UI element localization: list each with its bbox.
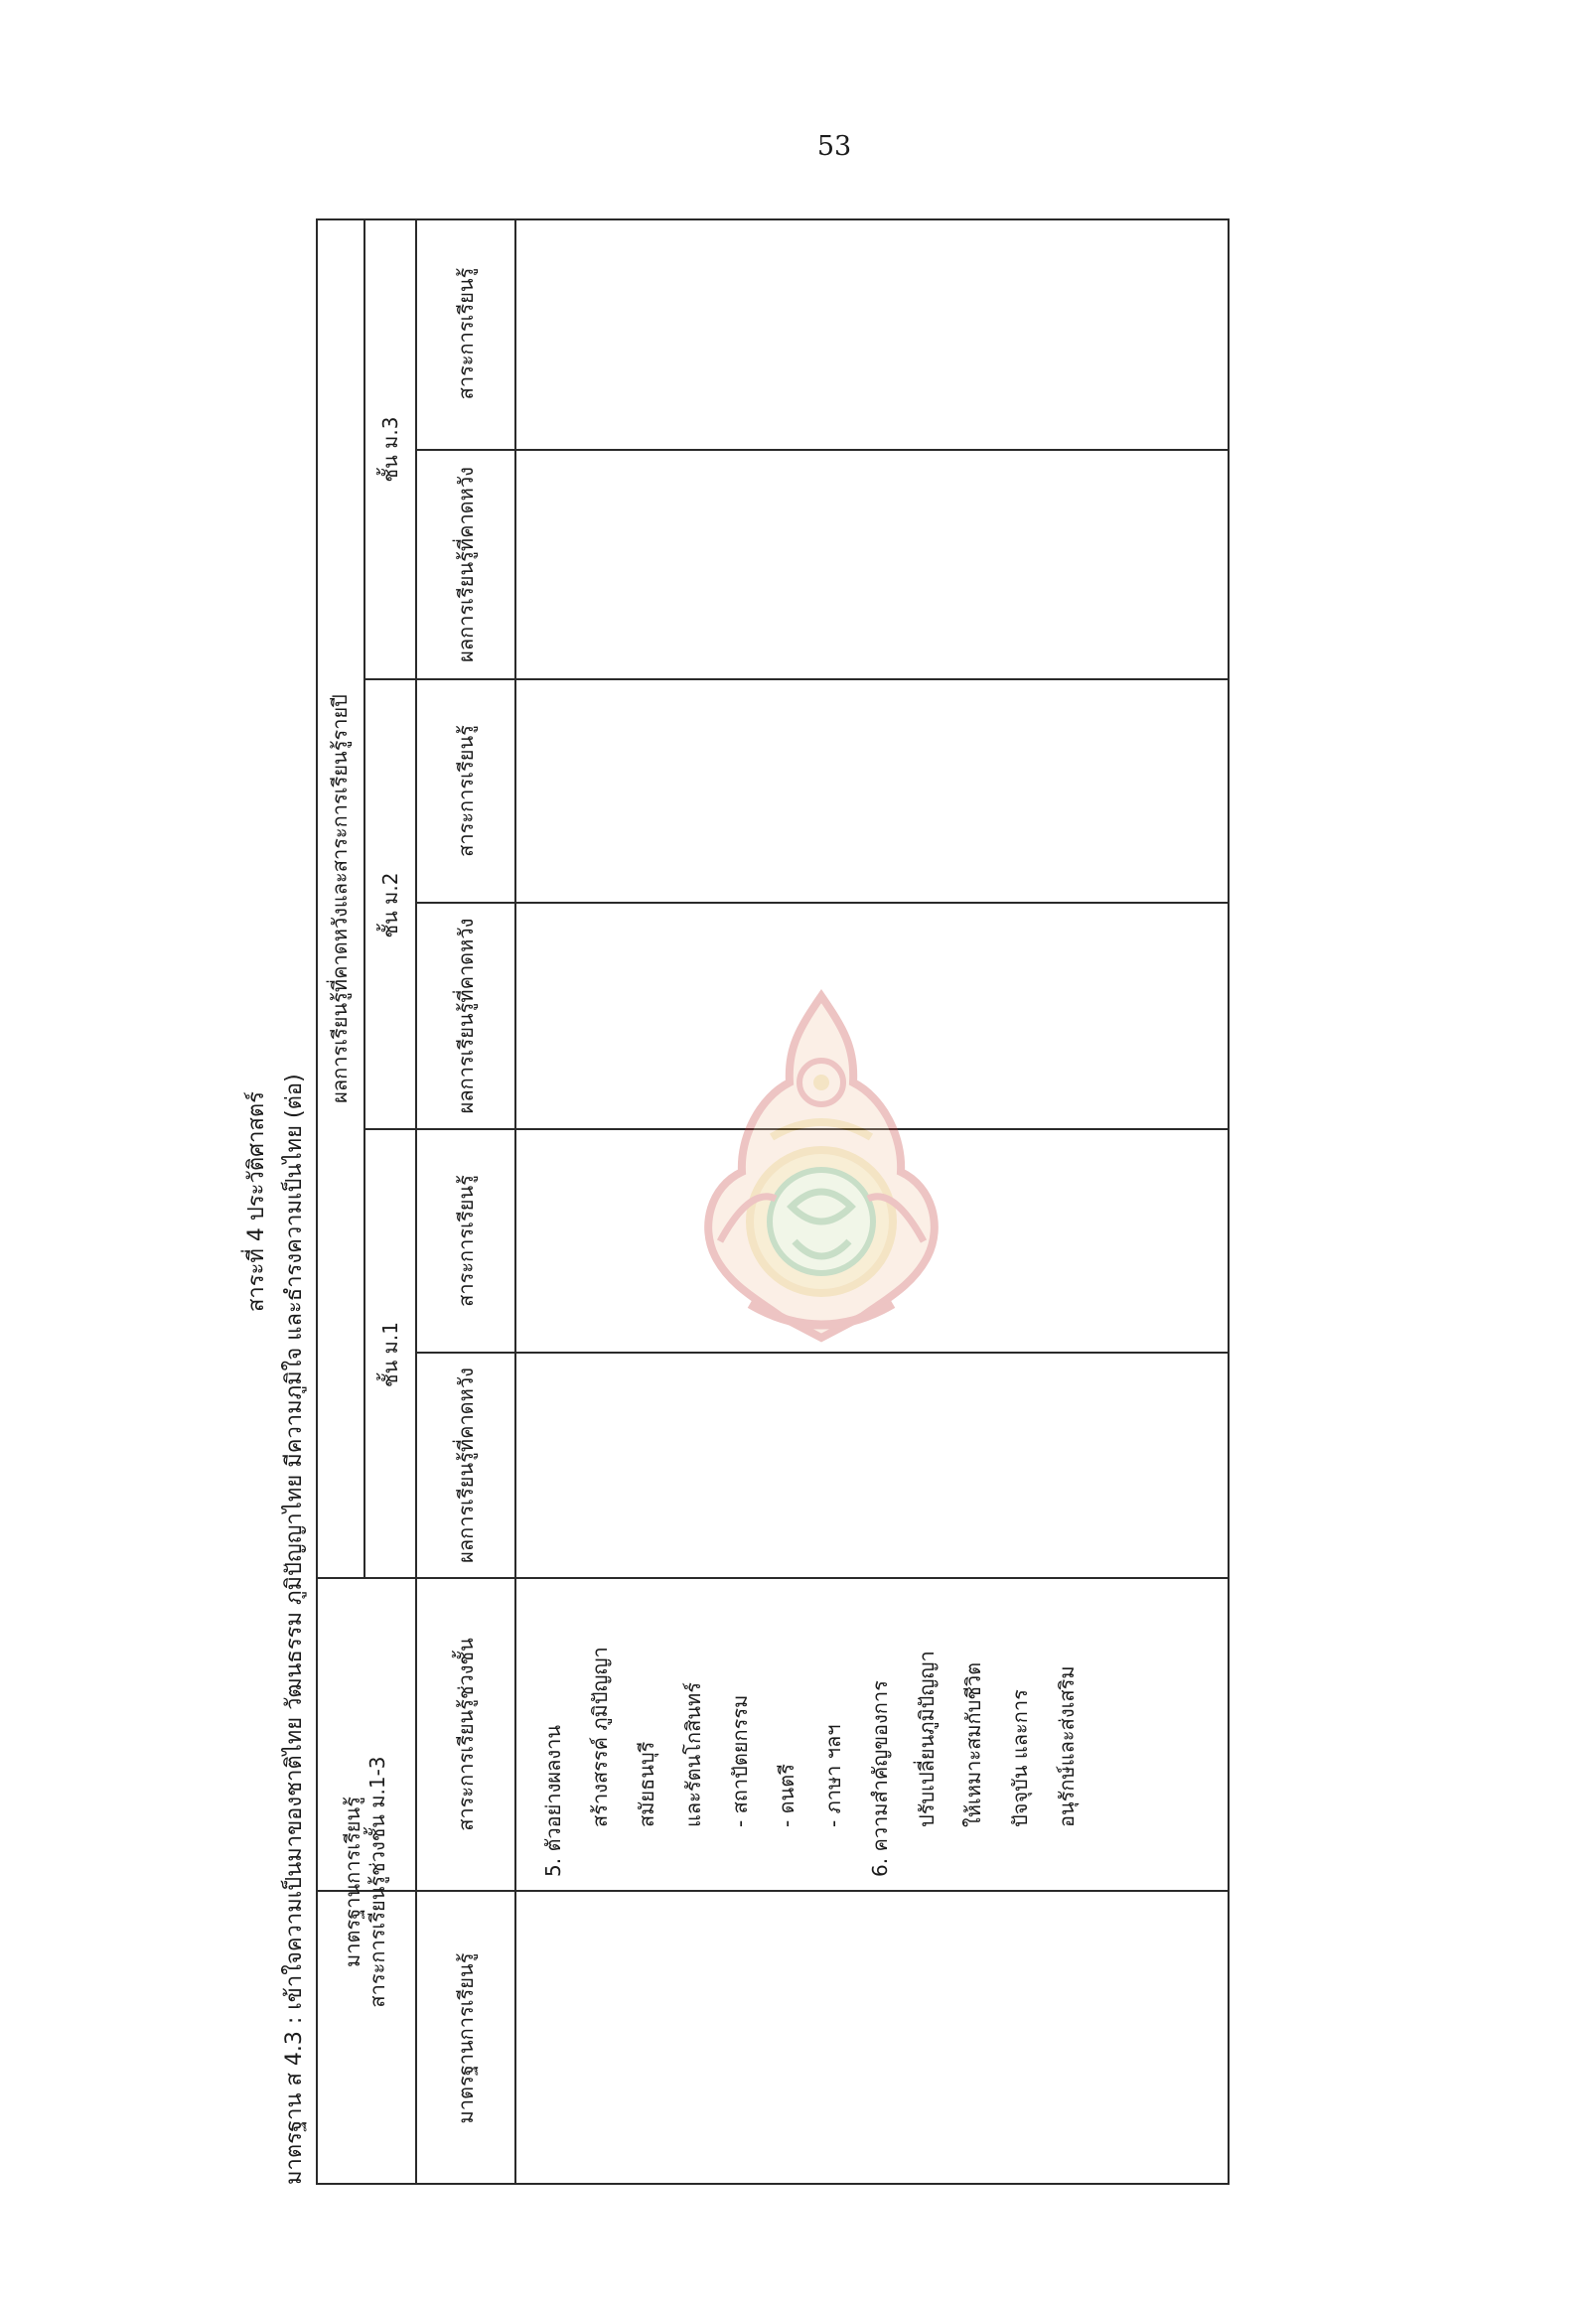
- col-header-standard: มาตรฐานการเรียนรู้: [453, 1952, 478, 2124]
- standard-title: มาตรฐาน ส 4.3 : เข้าใจความเป็นมาของชาติไทย วัฒนธรรม ภูมิปัญญาไทย มีความภูมิใจ และธำรงความเป็นไทย (ต่อ): [282, 1074, 307, 2185]
- col-header-m3-outcome: ผลการเรียนรู้ที่คาดหวัง: [453, 467, 478, 662]
- grade-header-m2: ชั้น ม.2: [377, 872, 402, 938]
- list-item: - ดนตรี: [775, 1764, 798, 1827]
- col-header-range-content: สาระการเรียนรู้ช่วงชั้น: [453, 1638, 478, 1831]
- page-number: 53: [816, 131, 852, 162]
- group-header-left-line1: มาตรฐานการเรียนรู้: [341, 1797, 364, 1967]
- list-item: 5. ตัวอย่างผลงาน: [541, 1724, 565, 1877]
- list-item: สร้างสรรค์ ภูมิปัญญา: [588, 1647, 612, 1827]
- col-header-m2-outcome: ผลการเรียนรู้ที่คาดหวัง: [453, 918, 478, 1114]
- list-item: อนุรักษ์และส่งเสริม: [1055, 1665, 1079, 1827]
- col-header-m1-outcome: ผลการเรียนรู้ที่คาดหวัง: [453, 1367, 478, 1563]
- range-content-list: [530, 1584, 1090, 1877]
- grade-header-m1: ชั้น ม.1: [377, 1322, 402, 1387]
- col-header-m1-content: สาระการเรียนรู้: [453, 1175, 478, 1307]
- list-item: ปรับเปลี่ยนภูมิปัญญา: [915, 1651, 939, 1827]
- list-item: ให้เหมาะสมกับชีวิต: [961, 1661, 985, 1827]
- group-header-left: [316, 1579, 415, 2185]
- list-item: ปัจจุบัน และการ: [1008, 1689, 1032, 1827]
- list-item: - สถาปัตยกรรม: [728, 1694, 752, 1827]
- list-item: 6. ความสำคัญของการ: [868, 1680, 892, 1877]
- strand-title: สาระที่ 4 ประวัติศาสตร์: [244, 1091, 269, 1312]
- list-item: - ภาษา ฯลฯ: [821, 1724, 845, 1827]
- group-header-left-line2: สาระการเรียนรู้ช่วงชั้น ม.1-3: [365, 1756, 389, 2008]
- col-header-m2-content: สาระการเรียนรู้: [453, 725, 478, 857]
- emblem-watermark-icon: [680, 988, 963, 1346]
- col-header-m3-content: สาระการเรียนรู้: [453, 267, 478, 400]
- list-item: สมัยธนบุรี: [635, 1741, 658, 1827]
- grade-header-m3: ชั้น ม.3: [377, 416, 402, 483]
- list-item: และรัตนโกสินทร์: [681, 1682, 705, 1827]
- group-header-right: ผลการเรียนรู้ที่คาดหวังและสาระการเรียนรู้รายปี: [327, 694, 352, 1103]
